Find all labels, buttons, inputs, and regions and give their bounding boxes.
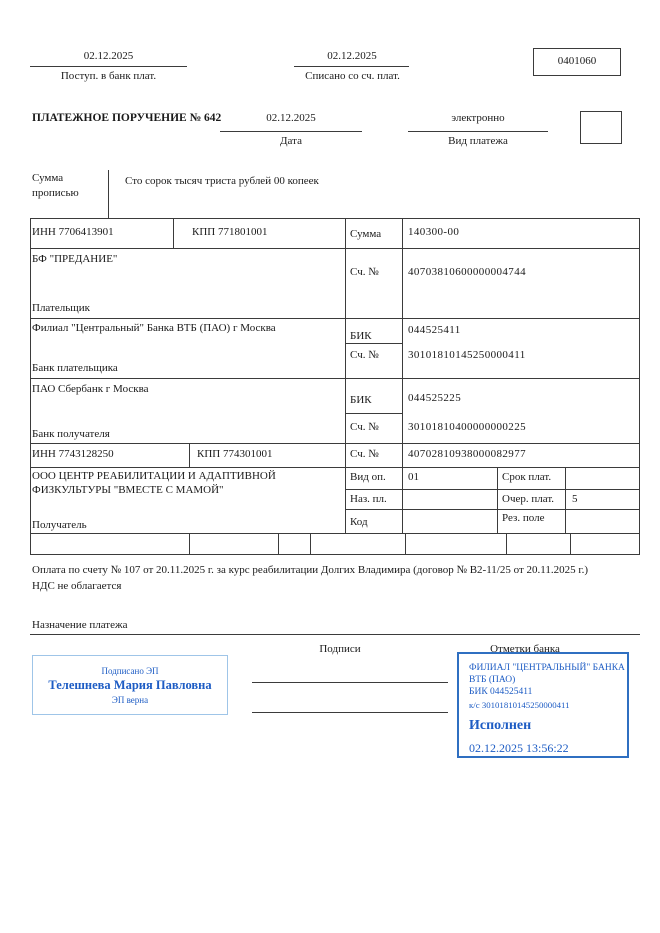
- tax-divider-4: [405, 533, 406, 554]
- amount-words-divider: [108, 170, 109, 218]
- ops-line-2: [345, 509, 640, 510]
- payer-bank-section-label: Банк плательщика: [32, 362, 118, 374]
- signature-stamp: [32, 655, 228, 715]
- tax-divider-3: [310, 533, 311, 554]
- purpose-line2: НДС не облагается: [32, 580, 122, 592]
- document-title: ПЛАТЕЖНОЕ ПОРУЧЕНИЕ № 642: [32, 112, 222, 124]
- empty-code-box: [580, 111, 622, 144]
- payee-inn: ИНН 7743128250: [32, 448, 114, 460]
- purpose-line1: Оплата по счету № 107 от 20.11.2025 г. за курс реабилитации Долгих Владимира (договор № В2-11/25 от 20.11.2025 г.): [32, 564, 589, 576]
- doc-date-label: Дата: [280, 135, 302, 147]
- payee-bank-bik: 044525225: [408, 392, 462, 404]
- bank-stamp-bik: БИК 044525411: [469, 686, 533, 697]
- ocher-plat-value: 5: [572, 493, 578, 505]
- table-line-top: [30, 218, 640, 219]
- payee-bank-section-label: Банк получателя: [32, 428, 110, 440]
- payee-inn-kpp-divider: [189, 443, 190, 467]
- bank-marks-header: Отметки банка: [490, 643, 560, 655]
- payee-kpp: КПП 774301001: [197, 448, 273, 460]
- payer-bank-name: Филиал "Центральный" Банка ВТБ (ПАО) г Москва: [32, 322, 276, 334]
- payer-account-label: Сч. №: [350, 266, 379, 278]
- payer-bank-account-label: Сч. №: [350, 349, 379, 361]
- payment-kind-label: Вид платежа: [448, 135, 508, 147]
- payee-bank-account: 30101810400000000225: [408, 421, 526, 433]
- amount-words-label-2: прописью: [32, 187, 79, 199]
- date-received-label: Поступ. в банк плат.: [60, 70, 157, 82]
- kod-label: Код: [350, 516, 368, 528]
- purpose-underline: [30, 634, 640, 635]
- tax-divider-5: [506, 533, 507, 554]
- payer-inn: ИНН 7706413901: [32, 226, 114, 238]
- payee-bank-name: ПАО Сбербанк г Москва: [32, 383, 149, 395]
- sum-value: 140300-00: [408, 226, 460, 238]
- bik-divider-payee-bank: [345, 413, 402, 414]
- label-column-right: [402, 218, 403, 533]
- payer-kpp: КПП 771801001: [192, 226, 268, 238]
- srok-plat-label: Срок плат.: [502, 471, 552, 483]
- payee-name-line2: ФИЗКУЛЬТУРЫ "ВМЕСТЕ С МАМОЙ": [32, 484, 224, 496]
- doc-date-underline: [220, 131, 362, 132]
- signature-line-2: [252, 712, 448, 713]
- payee-bank-bik-label: БИК: [350, 394, 372, 406]
- payee-bank-account-label: Сч. №: [350, 421, 379, 433]
- payment-kind-underline: [408, 131, 548, 132]
- table-line-payer: [30, 318, 640, 319]
- table-border-left: [30, 218, 31, 554]
- payee-account-label: Сч. №: [350, 448, 379, 460]
- vid-op-label: Вид оп.: [350, 471, 386, 483]
- ocher-plat-label: Очер. плат.: [502, 493, 555, 505]
- date-received-value: 02.12.2025: [83, 50, 134, 62]
- date-debited-value: 02.12.2025: [327, 50, 377, 62]
- payer-section-label: Плательщик: [32, 302, 90, 314]
- vid-op-value: 01: [408, 471, 419, 483]
- payer-inn-kpp-divider: [173, 218, 174, 248]
- signature-stamp-name: Телешнева Мария Павловна: [48, 677, 212, 692]
- table-line-inn-payee: [30, 467, 640, 468]
- table-line-inn-payer: [30, 248, 640, 249]
- payee-name-line1: ООО ЦЕНТР РЕАБИЛИТАЦИИ И АДАПТИВНОЙ: [32, 470, 276, 482]
- signature-line-1: [252, 682, 448, 683]
- tax-divider-1: [189, 533, 190, 554]
- payer-account: 40703810600000004744: [408, 266, 526, 278]
- tax-divider-2: [278, 533, 279, 554]
- date-received-underline: [30, 66, 187, 67]
- table-border-right: [639, 218, 640, 554]
- naz-pl-label: Наз. пл.: [350, 493, 387, 505]
- date-debited-label: Списано со сч. плат.: [305, 70, 400, 82]
- purpose-label: Назначение платежа: [32, 619, 128, 631]
- ops-col-divider-1: [497, 467, 498, 533]
- bank-stamp-name-line2: ВТБ (ПАО): [469, 674, 516, 685]
- payer-bank-account: 30101810145250000411: [408, 349, 526, 361]
- table-line-payee-bank: [30, 443, 640, 444]
- bik-divider-payer-bank: [345, 343, 402, 344]
- doc-date-value: 02.12.2025: [266, 112, 316, 124]
- form-code-box: [533, 48, 621, 76]
- signature-stamp-line1: Подписано ЭП: [101, 665, 159, 676]
- amount-words-label-1: Сумма: [32, 172, 64, 184]
- ops-col-divider-2: [565, 467, 566, 533]
- signatures-header: Подписи: [319, 643, 361, 655]
- bank-stamp-name-line1: ФИЛИАЛ "ЦЕНТРАЛЬНЫЙ" БАНКА: [469, 663, 625, 673]
- bank-stamp-status: Исполнен: [469, 717, 532, 733]
- payer-bank-bik: 044525411: [408, 324, 461, 336]
- bank-stamp-corr-account: к/с 30101810145250000411: [469, 699, 570, 710]
- signature-stamp-line3: ЭП верна: [111, 694, 149, 705]
- sum-label: Сумма: [350, 228, 382, 240]
- bank-stamp-timestamp: 02.12.2025 13:56:22: [469, 740, 569, 755]
- table-line-bottom: [30, 554, 640, 555]
- ops-line-1: [345, 489, 640, 490]
- amount-words-value: Сто сорок тысяч триста рублей 00 копеек: [125, 175, 319, 187]
- rez-pole-label: Рез. поле: [502, 512, 545, 524]
- payer-bank-bik-label: БИК: [350, 330, 372, 342]
- payee-account: 40702810938000082977: [408, 448, 526, 460]
- table-line-payee-bottom: [30, 533, 640, 534]
- form-code: 0401060: [557, 55, 597, 67]
- payee-section-label: Получатель: [32, 519, 87, 531]
- date-debited-underline: [294, 66, 409, 67]
- label-column-left: [345, 218, 346, 533]
- tax-divider-6: [570, 533, 571, 554]
- table-line-payer-bank: [30, 378, 640, 379]
- payment-kind-value: электронно: [451, 112, 505, 124]
- payer-name: БФ "ПРЕДАНИЕ": [32, 253, 118, 265]
- bank-stamp: [457, 652, 629, 758]
